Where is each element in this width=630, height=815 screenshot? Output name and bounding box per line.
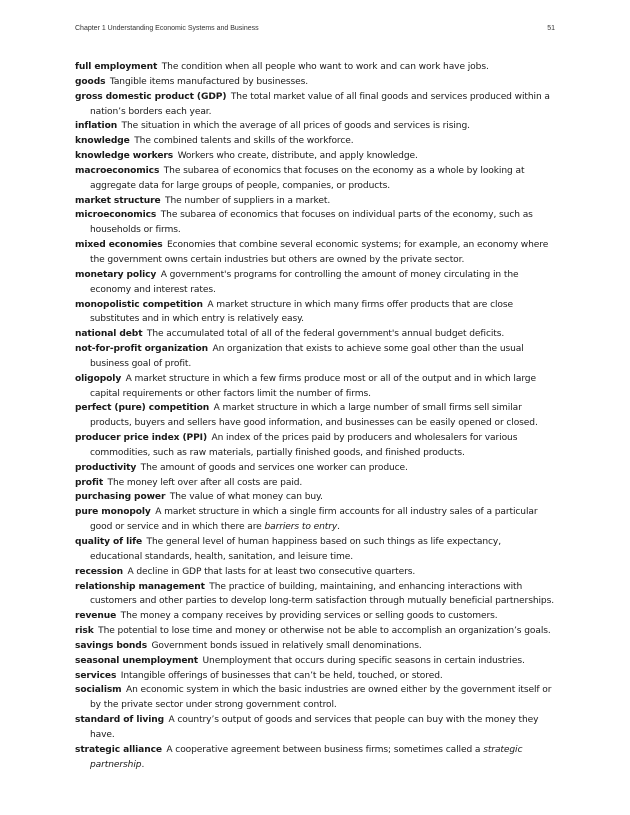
glossary-definition: The practice of building, maintaining, and enhancing interactions with customers and other parties to develop long-term satisfaction through mutually beneficial partnerships. bbox=[90, 581, 555, 607]
glossary-entry bbox=[75, 194, 555, 209]
glossary-entry bbox=[75, 580, 555, 610]
glossary-term: mixed economies bbox=[75, 240, 163, 251]
glossary-entry bbox=[75, 268, 555, 298]
glossary-definition: The total market value of all final goods and services produced within a nation’s borders each year. bbox=[90, 91, 550, 117]
glossary-term: perfect (pure) competition bbox=[75, 403, 210, 414]
glossary-entry bbox=[75, 505, 555, 535]
glossary-term: inflation bbox=[75, 121, 118, 132]
glossary-definition: An index of the prices paid by producers and wholesalers for various commodities, such as raw materials, partially finished goods, and finished products. bbox=[90, 433, 518, 458]
glossary-definition: Workers who create, distribute, and apply knowledge. bbox=[177, 151, 418, 162]
glossary-term: pure monopoly bbox=[75, 507, 151, 518]
glossary-term: strategic alliance bbox=[75, 744, 162, 755]
glossary-definition: Tangible items manufactured by businesses. bbox=[109, 76, 309, 87]
glossary-entry bbox=[75, 60, 555, 75]
glossary-definition: A market structure in which a few firms produce most or all of the output and in which large capital requirements or other factors limit the number of firms. bbox=[90, 373, 536, 399]
glossary-term: recession bbox=[75, 566, 123, 577]
glossary-entry bbox=[75, 431, 555, 461]
glossary-entry bbox=[75, 119, 555, 134]
glossary-entry bbox=[75, 624, 555, 639]
glossary-term: producer price index (PPI) bbox=[75, 433, 207, 444]
glossary-definition: A government's programs for controlling the amount of money circulating in the economy and interest rates. bbox=[90, 269, 519, 295]
glossary-term: national debt bbox=[75, 329, 143, 340]
glossary-term: not-for-profit organization bbox=[75, 344, 209, 355]
glossary-term: standard of living bbox=[75, 715, 165, 726]
glossary-entry bbox=[75, 372, 555, 402]
glossary-definition: An economic system in which the basic industries are owned either by the government itself or by the private sector under strong government control. bbox=[90, 685, 552, 711]
glossary-entry bbox=[75, 75, 555, 90]
glossary-entry bbox=[75, 342, 555, 372]
glossary-entry bbox=[75, 90, 555, 120]
glossary-definition: The general level of human happiness based on such things as life expectancy, educational standards, health, sanitation, and leisure time. bbox=[90, 537, 501, 562]
glossary-term: microeconomics bbox=[75, 210, 157, 221]
glossary-definition: Economies that combine several economic systems; for example, an economy where the government owns certain industries but others are owned by the private sector. bbox=[90, 240, 549, 265]
glossary-definition: The condition when all people who want to work and can work have jobs. bbox=[161, 62, 489, 72]
glossary-definition-italic: strategic partnership bbox=[90, 744, 523, 770]
glossary-definition: The subarea of economics that focuses on individual parts of the economy, such as households or firms. bbox=[90, 210, 533, 236]
glossary-definition: The situation in which the average of all prices of goods and services is rising. bbox=[121, 121, 470, 132]
glossary-definition: Intangible offerings of businesses that can’t be held, touched, or stored. bbox=[120, 670, 443, 681]
glossary-entry bbox=[75, 476, 555, 491]
glossary-term: monetary policy bbox=[75, 269, 157, 280]
glossary-term: knowledge workers bbox=[75, 151, 174, 162]
glossary-entry bbox=[75, 654, 555, 669]
glossary-definition: The amount of goods and services one worker can produce. bbox=[140, 462, 408, 473]
glossary-definition: The money left over after all costs are paid. bbox=[107, 477, 303, 488]
glossary-term: savings bonds bbox=[75, 640, 148, 651]
glossary-definition: The potential to lose time and money or otherwise not be able to accomplish an organization’s goals. bbox=[98, 626, 551, 637]
glossary-entry bbox=[75, 683, 555, 713]
glossary-entry bbox=[75, 164, 555, 194]
glossary-term: socialism bbox=[75, 685, 122, 696]
glossary-definition: A market structure in which many firms offer products that are close substitutes and in which entry is relatively easy. bbox=[90, 299, 514, 325]
glossary-entry bbox=[75, 490, 555, 505]
glossary-term: quality of life bbox=[75, 537, 143, 547]
glossary-term: profit bbox=[75, 477, 104, 488]
glossary-definition: A cooperative agreement between business firms; sometimes called a bbox=[166, 744, 481, 755]
glossary-entry bbox=[75, 134, 555, 149]
glossary-entry bbox=[75, 208, 555, 238]
glossary-term: seasonal unemployment bbox=[75, 655, 199, 666]
glossary-entry bbox=[75, 609, 555, 624]
glossary-entry bbox=[75, 743, 555, 773]
glossary-definition-italic: barriers to entry bbox=[264, 522, 338, 533]
chapter-title: Chapter 1 Understanding Economic Systems and Business bbox=[75, 25, 259, 32]
glossary-term: revenue bbox=[75, 611, 117, 622]
glossary-list bbox=[75, 60, 555, 773]
glossary-definition: A decline in GDP that lasts for at least two consecutive quarters. bbox=[127, 566, 416, 577]
glossary-definition: A country’s output of goods and services that people can buy with the money they have. bbox=[90, 715, 539, 740]
glossary-definition: A market structure in which a single firm accounts for all industry sales of a particular good or service and in which there are bbox=[90, 507, 538, 533]
glossary-entry bbox=[75, 535, 555, 565]
glossary-entry bbox=[75, 238, 555, 268]
glossary-entry bbox=[75, 149, 555, 164]
glossary-entry bbox=[75, 565, 555, 580]
glossary-entry bbox=[75, 713, 555, 743]
glossary-term: relationship management bbox=[75, 581, 205, 592]
glossary-term: knowledge bbox=[75, 136, 130, 147]
glossary-term: goods bbox=[75, 76, 106, 87]
glossary-term: monopolistic competition bbox=[75, 299, 203, 310]
glossary-entry bbox=[75, 401, 555, 431]
glossary-entry bbox=[75, 639, 555, 654]
glossary-definition-end: . bbox=[141, 759, 145, 770]
glossary-definition: A market structure in which a large number of small firms sell similar products, buyers and sellers have good information, and businesses can be easily opened or closed. bbox=[90, 403, 538, 429]
glossary-definition: Unemployment that occurs during specific seasons in certain industries. bbox=[202, 655, 525, 666]
glossary-term: services bbox=[75, 670, 117, 681]
glossary-term: full employment bbox=[75, 62, 158, 72]
glossary-term: productivity bbox=[75, 462, 137, 473]
glossary-definition: The subarea of economics that focuses on the economy as a whole by looking at aggregate data for large groups of people, companies, or products. bbox=[90, 165, 525, 191]
glossary-term: macroeconomics bbox=[75, 165, 160, 176]
glossary-term: purchasing power bbox=[75, 492, 166, 503]
glossary-entry bbox=[75, 327, 555, 342]
glossary-definition-end: . bbox=[337, 522, 340, 533]
glossary-term: market structure bbox=[75, 195, 161, 206]
glossary-entry bbox=[75, 298, 555, 328]
glossary-definition: The value of what money can buy. bbox=[169, 492, 323, 503]
glossary-definition: The combined talents and skills of the workforce. bbox=[134, 136, 354, 147]
glossary-definition: The money a company receives by providing services or selling goods to customers. bbox=[120, 611, 498, 622]
glossary-entry bbox=[75, 669, 555, 684]
page-number: 51 bbox=[547, 25, 555, 32]
glossary-term: risk bbox=[75, 626, 94, 637]
glossary-term: gross domestic product (GDP) bbox=[75, 91, 227, 102]
glossary-definition: The number of suppliers in a market. bbox=[165, 195, 331, 206]
glossary-definition: An organization that exists to achieve some goal other than the usual business goal of profit. bbox=[90, 344, 524, 369]
glossary-definition: Government bonds issued in relatively small denominations. bbox=[151, 640, 422, 651]
glossary-definition: The accumulated total of all of the federal government's annual budget deficits. bbox=[146, 329, 505, 340]
glossary-term: oligopoly bbox=[75, 373, 122, 384]
glossary-entry bbox=[75, 461, 555, 476]
